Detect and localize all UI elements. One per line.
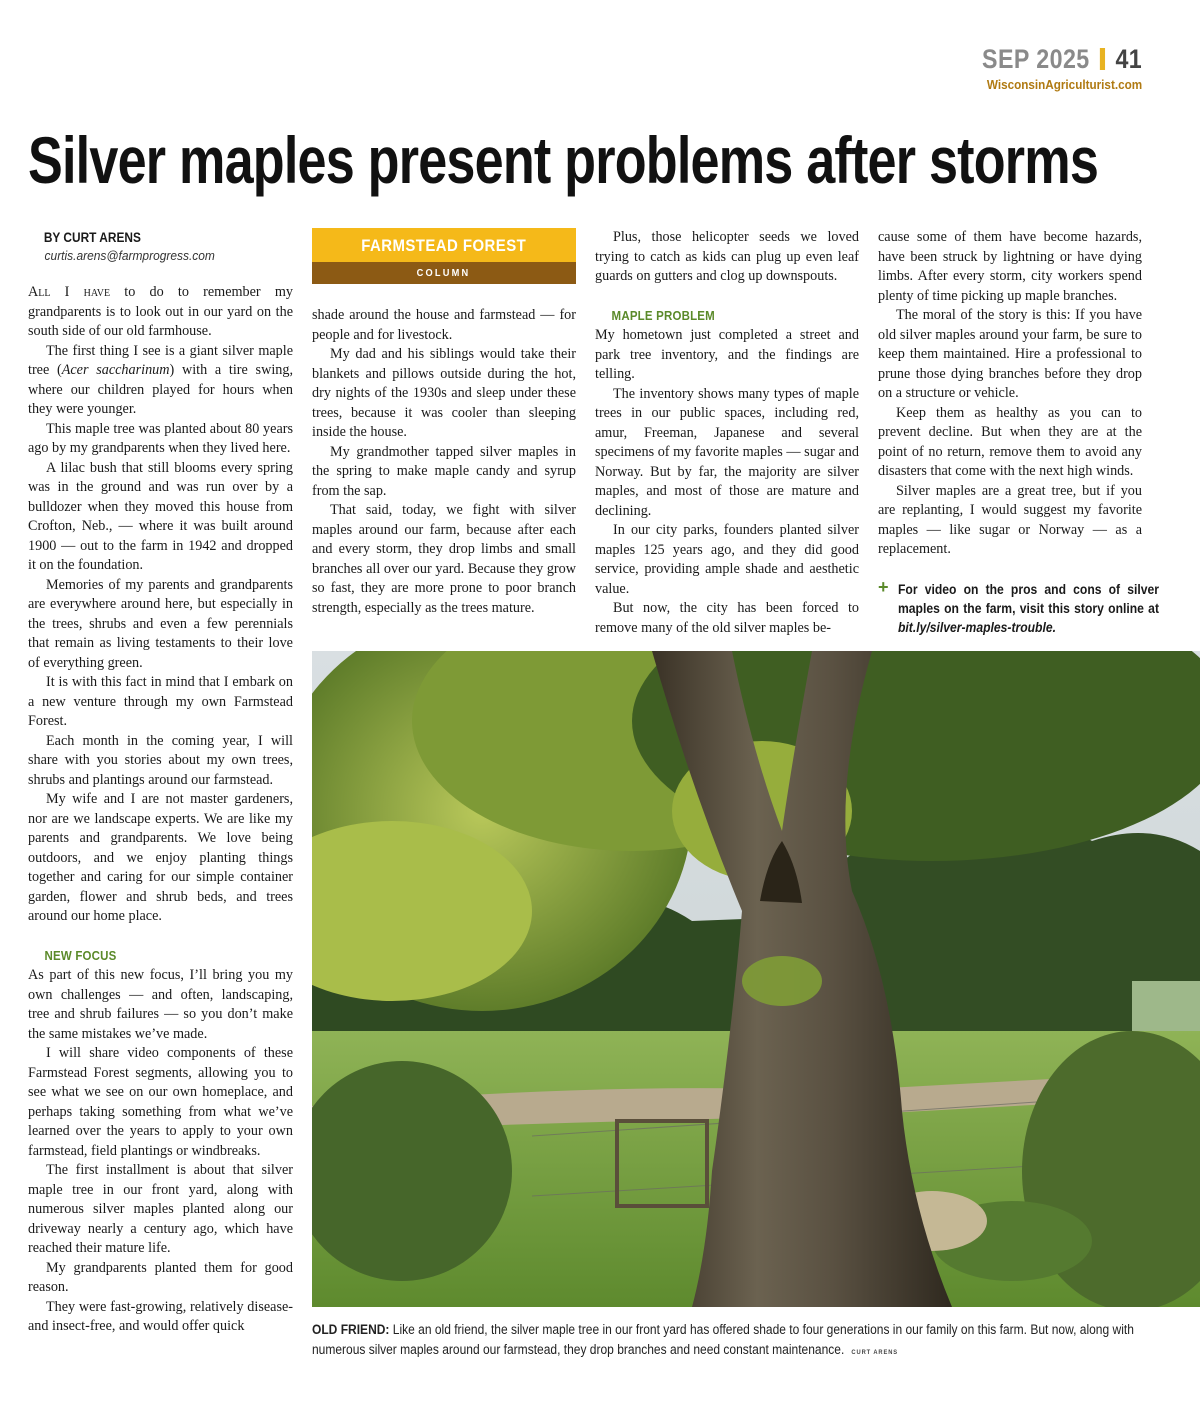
paragraph: Silver maples are a great tree, but if you are replanting, I would suggest my favorite maples — like sugar or Norway — as a replacement. bbox=[878, 482, 1142, 557]
latin-name: Acer saccharinum bbox=[61, 362, 170, 378]
byline: BY CURT ARENS bbox=[43, 230, 141, 245]
issue-date: SEP 2025 bbox=[981, 44, 1090, 74]
video-callout: + For video on the pros and cons of silver maples on the farm, visit this story online at bit.ly/silver-maples-trouble. bbox=[878, 576, 1159, 635]
paragraph: The first installment is about that silver maple tree in our front yard, along with numerous silver maples planted along our driveway nearly a century ago, which have reached their mature life. bbox=[28, 1162, 293, 1256]
photo-caption: OLD FRIEND: Like an old friend, the silver maple tree in our front yard has offered shade to four generations in our family on this farm. But now, along with numerous silver maples around our farmstead, they drop branches and need constant maintenance. CURT ARENS bbox=[312, 1322, 1134, 1357]
paragraph: That said, today, we fight with silver maples around our farm, because after each and every storm, they drop limbs and small branches all over our yard. Because they grow so fast, they are more prone to poor branch strength, especially as the trees mature. bbox=[312, 502, 576, 616]
subhead-new-focus: NEW FOCUS bbox=[44, 948, 117, 963]
paragraph: Plus, those helicopter seeds we loved trying to catch as kids can plug up even leaf guards on gutters and clog up downspouts. bbox=[595, 229, 859, 284]
section-badge bbox=[312, 228, 576, 284]
article-column-2 bbox=[312, 228, 576, 618]
headline: Silver maples present problems after storms bbox=[28, 123, 1099, 197]
paragraph: But now, the city has been forced to remove many of the old silver maples be- bbox=[595, 600, 859, 636]
separator-bar bbox=[1100, 48, 1105, 70]
badge-title: FARMSTEAD FOREST bbox=[312, 228, 576, 262]
paragraph: My grandparents planted them for good reason. bbox=[28, 1259, 293, 1295]
article-column-1 bbox=[28, 228, 293, 1337]
paragraph: It is with this fact in mind that I embark on a new venture through my own Farmstead Forest. bbox=[28, 674, 293, 729]
paragraph: The moral of the story is this: If you have old silver maples around your farm, be sure to keep them maintained. Hire a professional to prune those dying branches before they drop on a structure or vehicle. bbox=[878, 307, 1142, 401]
article-column-3 bbox=[595, 228, 859, 638]
caption-lead: OLD FRIEND: bbox=[312, 1322, 390, 1337]
paragraph: shade around the house and farmstead — for people and for livestock. bbox=[312, 307, 576, 343]
paragraph: The first thing I see is a giant silver maple tree (Acer saccharinum) with a tire swing, where our children played for hours when they were younger. bbox=[28, 342, 293, 417]
paragraph: My dad and his siblings would take their blankets and pillows outside during the hot, dry nights of the 1930s and sleep under these trees, because it was cooler than sleeping inside the house. bbox=[312, 346, 576, 440]
author-email[interactable]: curtis.arens@farmprogress.com bbox=[44, 248, 215, 263]
paragraph: My hometown just completed a street and park tree inventory, and the findings are telling. bbox=[595, 327, 859, 382]
badge-subtitle: COLUMN bbox=[312, 262, 576, 284]
article-column-4 bbox=[878, 228, 1159, 637]
paragraph: A lilac bush that still blooms every spring was in the ground and was run over by a bulldozer when they moved this house from Crofton, Neb., — where it was built around 1900 — out to the farm in 1942 and dropped it on the foundation. bbox=[28, 459, 293, 573]
photo-credit: CURT ARENS bbox=[851, 1348, 899, 1356]
video-link[interactable]: bit.ly/silver-maples-trouble. bbox=[898, 619, 1056, 635]
paragraph: As part of this new focus, I’ll bring you my own challenges — and often, landscaping, tree and shrub failures — so you don’t make the same mistakes we’ve made. bbox=[28, 967, 293, 1042]
page-header bbox=[956, 44, 1142, 92]
paragraph: Memories of my parents and grandparents are everywhere around here, but especially in the trees, shrubs and even a few perennials that remain as living testaments to their love of everything green. bbox=[28, 576, 293, 671]
paragraph: They were fast-growing, relatively disease- and insect-free, and would offer quick bbox=[28, 1298, 293, 1334]
paragraph: My grandmother tapped silver maples in the spring to make maple candy and syrup from the sap. bbox=[312, 443, 576, 499]
issue-date-page-number bbox=[982, 44, 1142, 75]
page-number: 41 bbox=[1115, 44, 1142, 74]
plus-icon: + bbox=[878, 576, 889, 597]
paragraph: The inventory shows many types of maple trees in our public spaces, including red, amur, Freeman, Japanese and several specimens of my favorite maples — sugar and Norway. But by far, the majority are silver maples, and most of those are mature and declining. bbox=[595, 385, 859, 519]
paragraph: In our city parks, founders planted silver maples 125 years ago, and they did good service, providing ample shade and aesthetic value. bbox=[595, 522, 859, 597]
tree-photo bbox=[312, 651, 1200, 1307]
paragraph: cause some of them have become hazards, have been struck by lightning or have dying limbs. After every storm, city workers spend plenty of time picking up maple branches. bbox=[878, 229, 1142, 304]
paragraph: Each month in the coming year, I will share with you stories about my own trees, shrubs and plantings around our farmstead. bbox=[28, 732, 293, 788]
paragraph: My wife and I are not master gardeners, nor are we landscape experts. We are like my parents and grandparents. We love being outdoors, and we enjoy planting things together and caring for our simple container garden, flower and shrub beds, and trees around our home place. bbox=[28, 791, 293, 924]
paragraph: I will share video components of these Farmstead Forest segments, allowing you to see what we see on our own homeplace, and perhaps taking something from what we’ve learned over the years to apply to your own farmstead, field plantings or windbreaks. bbox=[28, 1045, 293, 1159]
paragraph: This maple tree was planted about 80 years ago by my grandparents when they lived here. bbox=[28, 420, 293, 456]
paragraph: All I have to do to remember my grandparents is to look out in our yard on the south side of our old farmhouse. bbox=[28, 284, 293, 339]
paragraph: Keep them as healthy as you can to prevent decline. But when they are at the point of no return, remove them to avoid any disasters that come with the next high winds. bbox=[878, 404, 1142, 479]
subhead-maple-problem: MAPLE PROBLEM bbox=[611, 308, 715, 323]
site-url[interactable]: WisconsinAgriculturist.com bbox=[986, 77, 1142, 92]
lead-in-caps: All I have bbox=[28, 284, 111, 300]
